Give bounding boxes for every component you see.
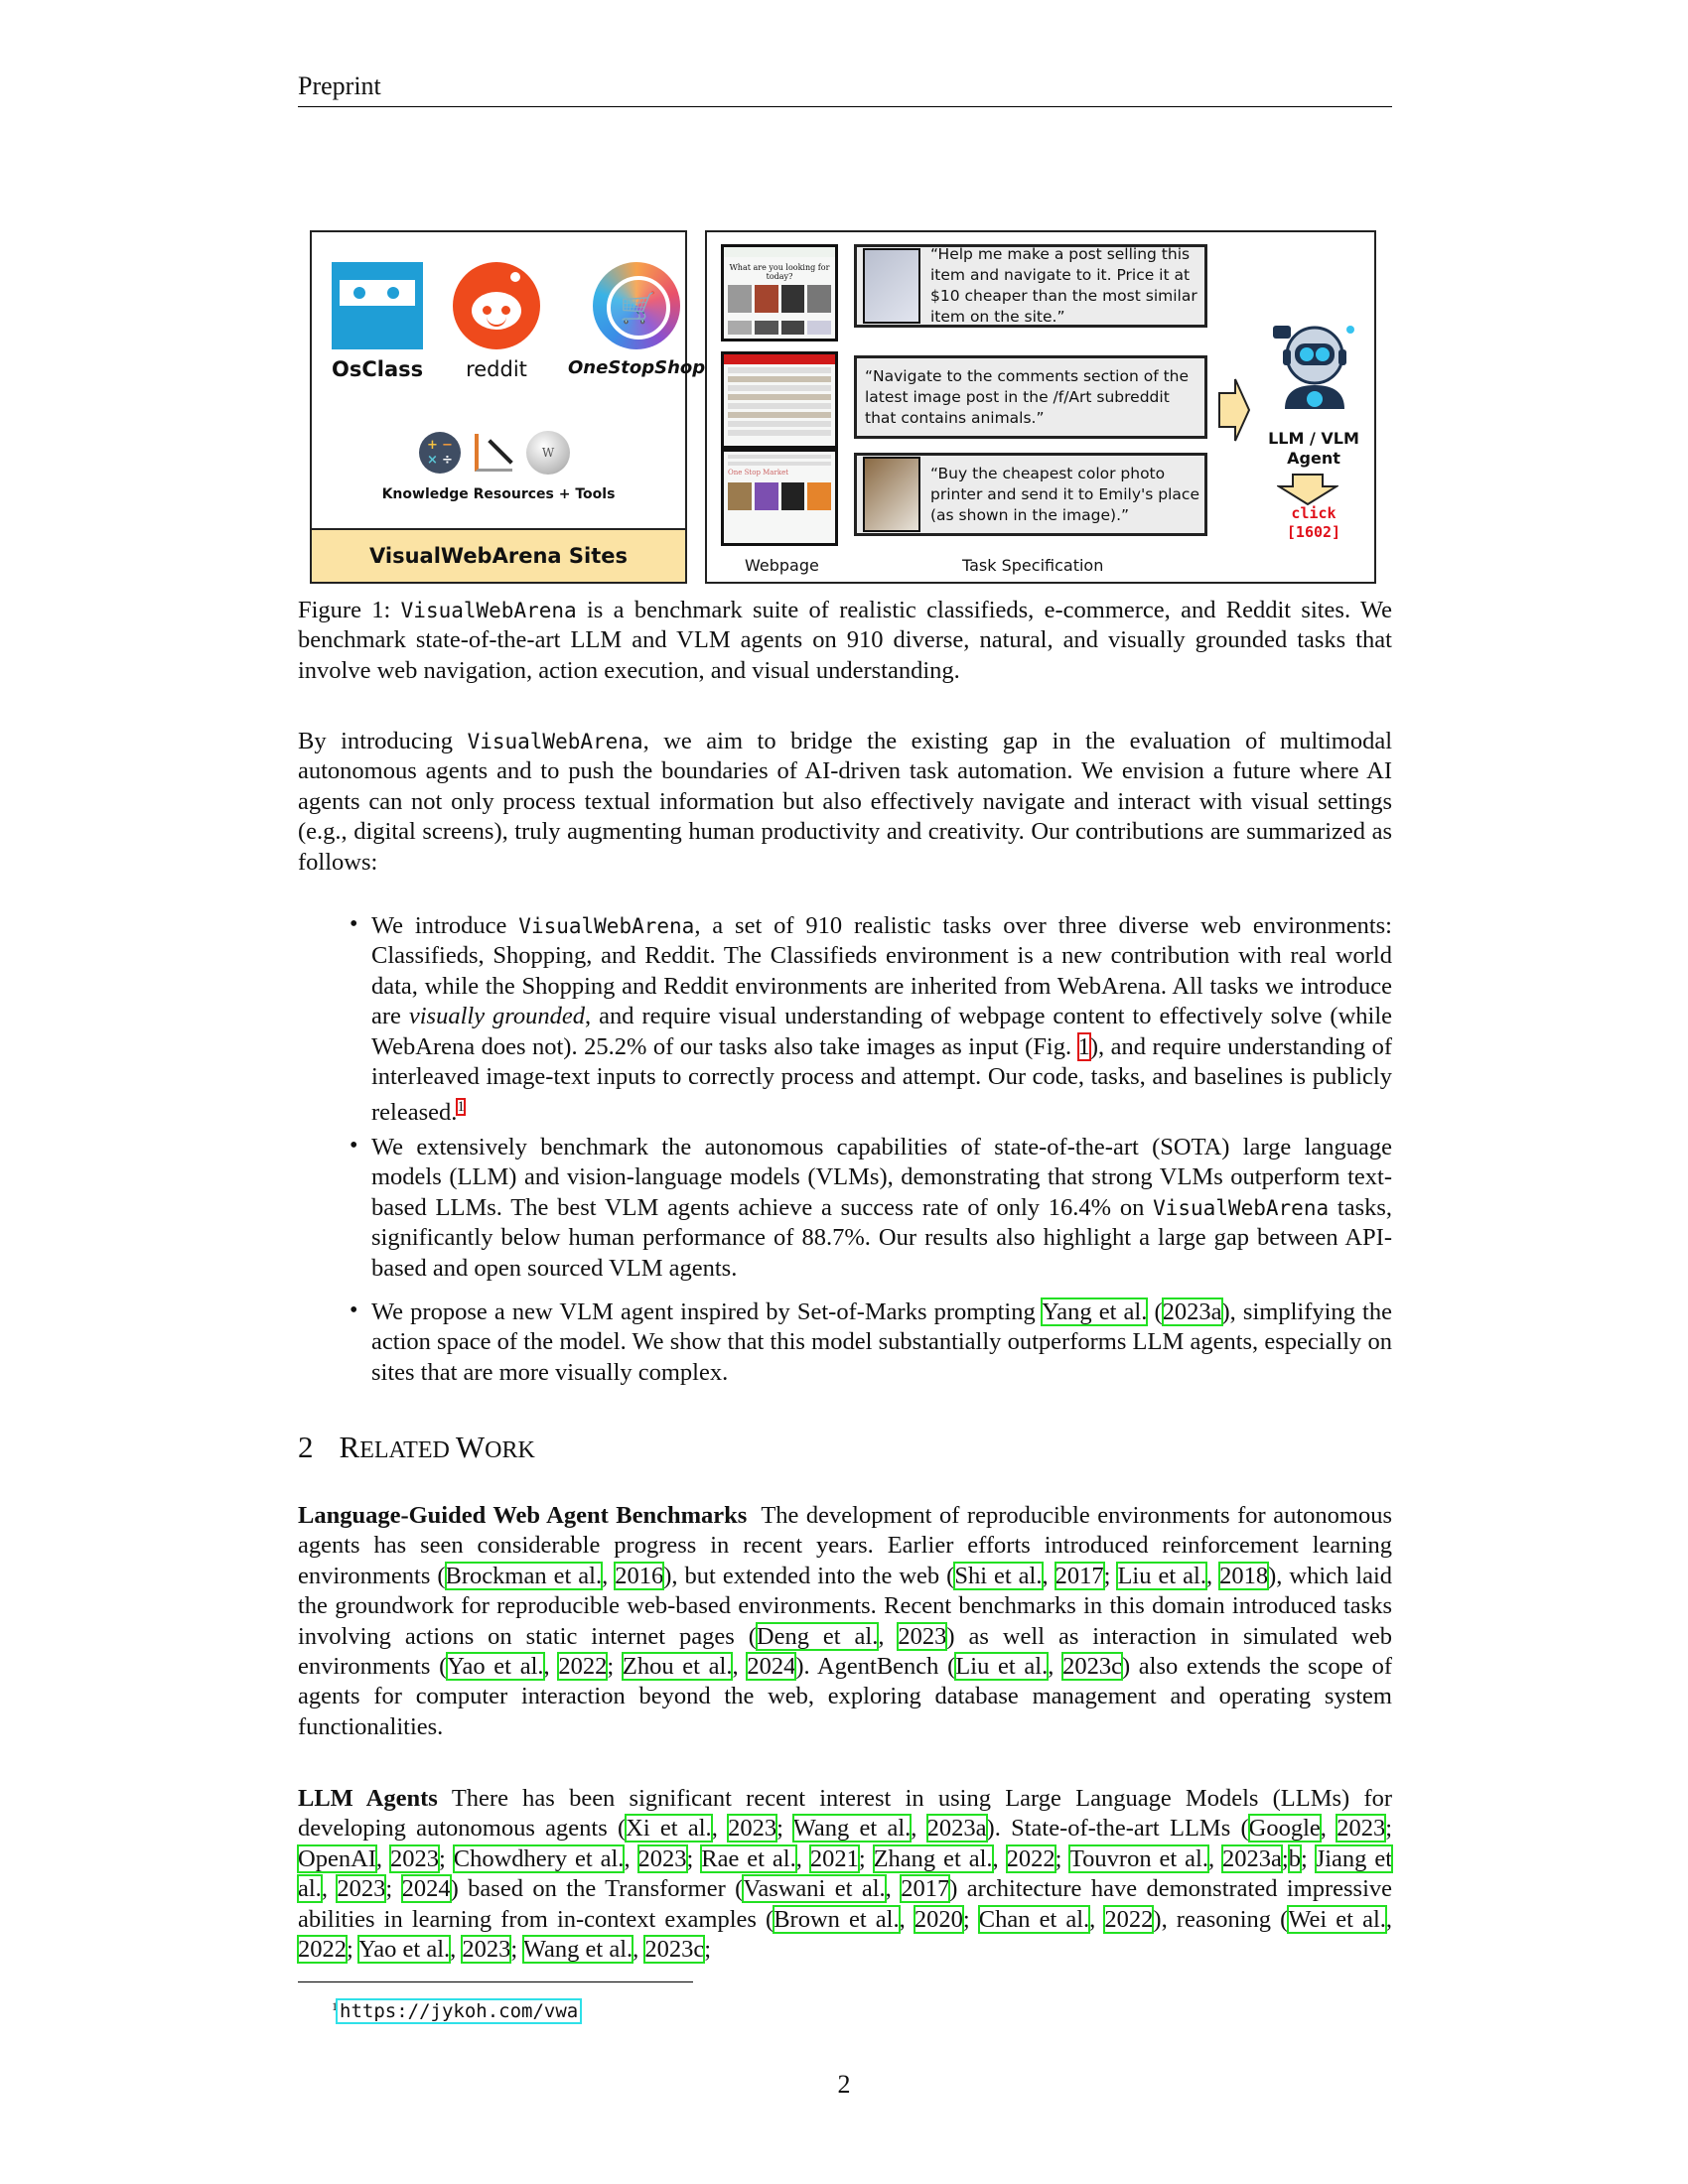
citation-link[interactable]: Chowdhery et al.	[453, 1844, 625, 1872]
task-card-1	[854, 244, 1207, 328]
figure-caption	[298, 596, 1392, 686]
paragraph-text: ). State-of-the-art LLMs (	[986, 1815, 1249, 1843]
classifieds-thumbnail	[721, 244, 838, 341]
task-1-image	[863, 248, 920, 324]
task-3-text: “Buy the cheapest color photo printer and send it to Emily's place (as shown in the image).”	[930, 464, 1199, 524]
intro-benchmark-name: VisualWebArena	[467, 730, 643, 753]
wikipedia-icon: W	[526, 431, 570, 475]
footnote-reference-link[interactable]: 1	[457, 1099, 465, 1116]
citation-year-link[interactable]: 2022	[558, 1653, 608, 1681]
footnote-marker: 1	[332, 1999, 338, 2013]
reddit-thumbnail	[721, 351, 838, 449]
citation-year-link[interactable]: 2024	[401, 1875, 451, 1903]
sites-footer-label: VisualWebArena Sites	[312, 528, 685, 582]
citation-link[interactable]: Wang et al.	[522, 1936, 633, 1964]
shopping-thumbnail-heading: One Stop Market	[728, 469, 789, 477]
citation-link[interactable]: Shi et al.	[954, 1562, 1043, 1589]
agent-label-line2: Agent	[1287, 449, 1340, 468]
task-card-3	[854, 453, 1207, 536]
footnote-url-link[interactable]: https://jykoh.com/vwa	[340, 2000, 579, 2022]
citation-year-link[interactable]: 2023c	[1062, 1653, 1122, 1681]
citation-link[interactable]: Rae et al.	[701, 1844, 796, 1872]
citation-link[interactable]: Liu et al.	[1117, 1562, 1206, 1589]
section-number: 2	[298, 1430, 314, 1464]
citation-link[interactable]: Zhang et al.	[873, 1844, 993, 1872]
figure-reference-link[interactable]: 1	[1077, 1032, 1090, 1060]
contribution-bullet-2	[350, 1133, 1393, 1284]
contribution-bullet-1	[350, 911, 1392, 1129]
bullet-1-emphasis: visually grounded	[408, 1003, 586, 1030]
citation-link[interactable]: Brockman et al.	[445, 1562, 603, 1589]
intro-text-1: By introducing	[298, 728, 468, 754]
reddit-icon	[453, 262, 540, 349]
citation-link[interactable]: Touvron et al.	[1068, 1844, 1208, 1872]
citation-year-link[interactable]: 2023	[898, 1622, 947, 1650]
paragraph-text: ), but extended into the web (	[663, 1562, 955, 1589]
paragraph-heading: Language-Guided Web Agent Benchmarks	[298, 1502, 748, 1529]
citation-year-link[interactable]: 2023	[1336, 1815, 1386, 1843]
citation-link[interactable]: Yao et al.	[447, 1653, 544, 1681]
section-title-part: R	[339, 1430, 360, 1464]
calculator-icon: + − × ÷	[419, 432, 461, 474]
citation-year-link[interactable]: 2022	[298, 1936, 347, 1964]
citation-year-link[interactable]: 2023a	[1162, 1298, 1222, 1325]
arrow-down-icon	[1277, 473, 1338, 506]
paragraph-text: ;	[704, 1936, 712, 1964]
citation-link[interactable]: Google	[1248, 1815, 1321, 1843]
onestopshop-label: OneStopShop	[568, 357, 706, 378]
task-1-text: “Help me make a post selling this item and navigate to it. Price it at $10 cheaper than the most similar item on the site.”	[930, 245, 1197, 326]
citation-link[interactable]: OpenAI	[298, 1844, 376, 1872]
webpage-label: Webpage	[745, 556, 819, 575]
osclass-logo-block	[332, 262, 423, 381]
footnote-rule	[298, 1981, 693, 1982]
citation-year-link[interactable]: 2023	[337, 1875, 386, 1903]
citation-link[interactable]: Vaswani et al.	[743, 1875, 886, 1903]
footnote	[332, 1991, 580, 2026]
citation-year-link[interactable]: 2022	[1006, 1844, 1055, 1872]
paragraph-text: ) as well as interaction in simulated web environments (	[298, 1622, 1392, 1681]
figure-sites-panel	[310, 230, 706, 584]
paragraph-text: ), reasoning (	[1153, 1905, 1289, 1933]
robot-agent-icon	[1271, 320, 1358, 419]
bullet-2-benchmark-name: VisualWebArena	[1153, 1195, 1330, 1220]
classifieds-thumbnail-heading: What are you looking for today?	[729, 263, 830, 281]
reddit-logo-block	[453, 262, 540, 381]
bullet-1-text-a: We introduce	[371, 912, 519, 939]
tools-icons	[419, 431, 570, 475]
paragraph-text: ) based on the Transformer (	[450, 1875, 744, 1903]
tools-label: Knowledge Resources + Tools	[381, 486, 616, 502]
shopping-cart-icon: 🛒	[593, 262, 680, 349]
onestopshop-logo-block	[568, 262, 705, 378]
bullet-1-benchmark-name: VisualWebArena	[518, 914, 695, 938]
bullet-3-text-a: We propose a new VLM agent inspired by Set-of-Marks prompting	[371, 1298, 1042, 1325]
citation-year-link[interactable]: 2023c	[644, 1936, 705, 1964]
agent-action-label	[1249, 504, 1378, 542]
shopping-thumbnail	[721, 449, 838, 546]
paragraph-heading: LLM Agents	[298, 1785, 438, 1812]
citation-year-link[interactable]: 2023	[390, 1844, 439, 1872]
related-llm-agents-paragraph: LLM Agents There has been significant recent interest in using Large Language Models (LLMs) for developing autonomous agents (Xi et al., 2023; Wang et al., 2023a). State-of-the-art LLMs (Google, 2023; OpenAI, 2023; Chowdhery et al., 2023; Rae et al., 2021; Zhang et al., 2022; Touvron et al., 2023a;b; Jiang et al., 2023; 2024) based on the Transformer (Vaswani et al., 2017) architecture have demonstrated impressive abilities in learning from in-context examples (Brown et al., 2020; Chan et al., 2022), reasoning (Wei et al., 2022; Yao et al., 2023; Wang et al., 2023c;	[298, 1785, 1393, 1964]
header-rule	[298, 106, 1392, 107]
caption-text: is a benchmark suite of realistic classifieds, e-commerce, and Reddit sites. We benchmark state-of-the-art LLM and VLM agents on 910 diverse, natural, and visually grounded tasks that involve web navigation, action execution, and visual understanding.	[298, 597, 1392, 684]
citation-link[interactable]: Zhou et al.	[622, 1653, 733, 1681]
bullet-2-text-a: We extensively benchmark the autonomous capabilities of state-of-the-art (SOTA) large language models (LLM) and vision-language models (VLMs), demonstrating that strong VLMs outperform text-based LLMs. The best VLM agents achieve a success rate of only 16.4% on	[371, 1134, 1392, 1221]
citation-link[interactable]: Wei et al.	[1288, 1905, 1386, 1933]
figure-tasks-panel	[705, 230, 1376, 584]
citation-link[interactable]: Wang et al.	[792, 1815, 912, 1843]
citation-year-link[interactable]: b	[1288, 1844, 1301, 1872]
intro-paragraph	[298, 727, 1392, 878]
citation-year-link[interactable]: 2023a	[926, 1815, 987, 1843]
related-web-benchmarks-paragraph: Language-Guided Web Agent Benchmarks The development of reproducible environments for autonomous agents has seen considerable progress in recent years. Earlier efforts introduced reinforcement learning environments (Brockman et al., 2016), but extended into the web (Shi et al., 2017; Liu et al., 2018), which laid the groundwork for reproducible web-based environments. Recent benchmarks in this domain introduced tasks involving actions on static internet pages (Deng et al., 2023) as well as interaction in simulated web environments (Yao et al., 2022; Zhou et al., 2024). AgentBench (Liu et al., 2023c) also extends the scope of agents for computer interaction beyond the web, exploring database management and operating system functionalities.	[298, 1502, 1393, 1740]
citation-link[interactable]: Yao et al.	[358, 1936, 451, 1964]
bullet-icon: •	[350, 911, 358, 937]
bullet-icon: •	[350, 1133, 358, 1159]
citation-year-link[interactable]: 2024	[747, 1653, 796, 1681]
citation-link[interactable]: Deng et al.	[756, 1622, 879, 1650]
caption-benchmark-name: VisualWebArena	[400, 599, 577, 622]
paragraph-text: There has been significant recent interest in using Large Language Models (LLMs) for developing autonomous agents (	[298, 1785, 1393, 1843]
citation-year-link[interactable]: 2020	[914, 1905, 963, 1933]
citation-link[interactable]: Yang et al.	[1041, 1298, 1148, 1325]
citation-link[interactable]: Brown et al.	[774, 1905, 900, 1933]
citation-year-link[interactable]: 2017	[1055, 1562, 1104, 1589]
action-line2: [1602]	[1286, 523, 1341, 541]
citation-year-link[interactable]: 2023	[637, 1844, 687, 1872]
osclass-icon	[332, 262, 423, 349]
citation-link[interactable]: Chan et al.	[978, 1905, 1090, 1933]
citation-year-link[interactable]: 2021	[809, 1844, 859, 1872]
paragraph-text: The development of reproducible environments for autonomous agents has seen considerable progress in recent years. Earlier efforts introduced reinforcement learning environments (	[298, 1502, 1392, 1589]
intro-text-2: , we aim to bridge the existing gap in the evaluation of multimodal autonomous agents and to push the boundaries of AI-driven task automation. We envision a future where AI agents can not only process textual information but also effectively navigate and interact with visual settings (e.g., digital screens), truly augmenting human productivity and creativity. Our contributions are summarized as follows:	[298, 728, 1392, 876]
bullet-2-text-b: tasks, significantly below human performance of 88.7%. Our results also highlight a large gap between API-based and open sourced VLM agents.	[371, 1193, 1393, 1282]
action-line1: click	[1291, 504, 1336, 522]
citation-year-link[interactable]: 2023	[728, 1815, 777, 1843]
running-header: Preprint	[298, 71, 381, 100]
agent-label-line1: LLM / VLM	[1268, 429, 1359, 448]
task-spec-label: Task Specification	[962, 556, 1104, 575]
section-title-part: W	[455, 1430, 486, 1464]
citation-year-link[interactable]: 2023	[462, 1936, 511, 1964]
paragraph-text: ) architecture have demonstrated impressive abilities in learning from in-context examples (	[298, 1875, 1393, 1933]
section-title-part: ELATED	[359, 1437, 456, 1463]
caption-prefix: Figure 1:	[298, 597, 401, 623]
task-3-image	[863, 457, 920, 532]
bullet-icon: •	[350, 1297, 358, 1323]
citation-link[interactable]: Liu et al.	[955, 1653, 1049, 1681]
task-card-2	[854, 355, 1207, 439]
bullet-1-text-c: , and require visual understanding of webpage content to effectively solve (while WebArena does not). 25.2% of our tasks also take images as input (Fig.	[371, 1003, 1392, 1060]
citation-link[interactable]: Jiang et al.	[298, 1844, 1393, 1903]
bullet-1-text-b: , a set of 910 realistic tasks over three diverse web environments: Classifieds, Shopping, and Reddit. The Classifieds environment is a new contribution with real world data, while the Shopping and Reddit environments are inherited from WebArena. All tasks we introduce are	[371, 912, 1392, 1030]
citation-year-link[interactable]: 2018	[1219, 1562, 1269, 1589]
citation-year-link[interactable]: 2017	[901, 1875, 950, 1903]
agent-label	[1249, 429, 1378, 469]
page-number: 2	[837, 2070, 851, 2099]
citation-year-link[interactable]: 2016	[615, 1562, 664, 1589]
citation-link[interactable]: Xi et al.	[626, 1815, 712, 1843]
contribution-bullet-3: • We propose a new VLM agent inspired by Set-of-Marks prompting Yang et al. (2023a), simplifying the action space of the model. We show that this model substantially outperforms LLM agents, especially on sites that are more visually complex.	[350, 1297, 1392, 1386]
citation-year-link[interactable]: 2022	[1104, 1905, 1154, 1933]
reddit-label: reddit	[466, 357, 527, 381]
bullet-1-text-d: ), and require understanding of interleaved image-text inputs to correctly process and attempt. Our code, tasks, and baselines is publicly released.	[371, 1032, 1392, 1127]
paragraph-text: ) also extends the scope of agents for computer interaction beyond the web, exploring database management and operating system functionalities.	[298, 1653, 1393, 1740]
paragraph-text: ), which laid the groundwork for reproducible web-based environments. Recent benchmarks in this domain introduced tasks involving actions on static internet pages (	[298, 1562, 1393, 1650]
citation-year-link[interactable]: 2023a	[1222, 1844, 1282, 1872]
arrow-right-icon	[1217, 377, 1251, 443]
section-title-part: ORK	[485, 1437, 535, 1463]
task-2-text: “Navigate to the comments section of the latest image post in the /f/Art subreddit that contains animals.”	[865, 366, 1190, 427]
scratchpad-icon	[475, 434, 512, 472]
osclass-label: OsClass	[332, 357, 424, 381]
paragraph-text: ). AgentBench (	[795, 1653, 956, 1681]
bullet-3-text-b: , simplifying the action space of the model. We show that this model substantially outperforms LLM agents, especially on sites that are more visually complex.	[371, 1298, 1392, 1386]
section-heading	[298, 1430, 535, 1465]
